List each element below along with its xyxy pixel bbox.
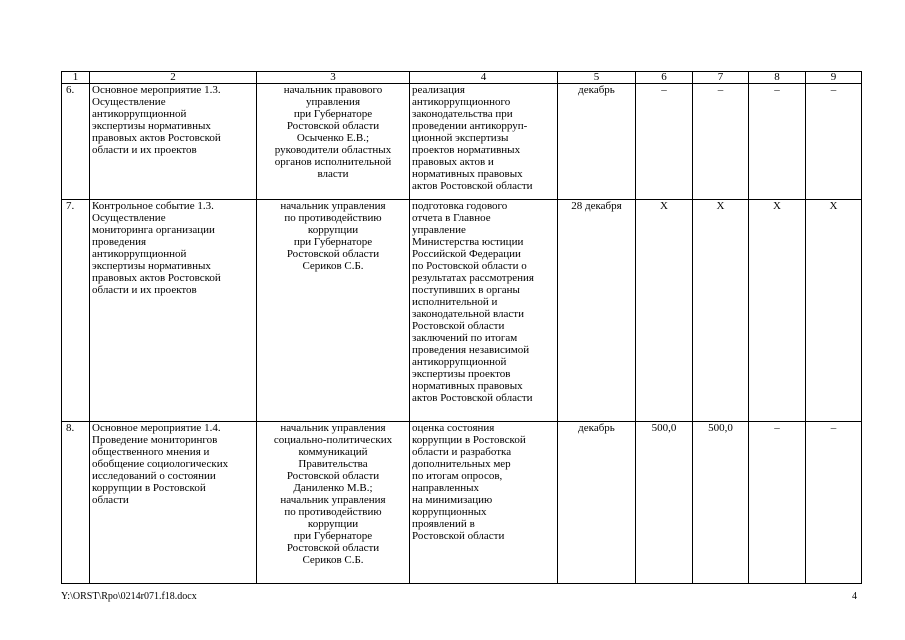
- row-number: 7.: [62, 200, 90, 422]
- table-row: [62, 200, 862, 422]
- value-cell: Х: [749, 200, 806, 422]
- value-cell: –: [636, 84, 693, 200]
- measure-cell: Основное мероприятие 1.3. Осуществление антикоррупционной экспертизы нормативных правовых актов Ростовской области и их проектов: [90, 84, 257, 200]
- value-cell: –: [806, 422, 862, 584]
- table-row: [62, 422, 862, 584]
- responsible-cell: начальник управления по противодействию коррупции при Губернаторе Ростовской области Сериков С.Б.: [257, 200, 410, 422]
- result-cell: подготовка годового отчета в Главное управление Министерства юстиции Российской Федерации по Ростовской области о результатах рассмотрения поступивших в органы исполнительной и законодательной власти Ростовской области заключений по итогам проведения независимой антикоррупционной экспертизы проектов нормативных правовых актов Ростовской области: [410, 200, 558, 422]
- value-cell: Х: [636, 200, 693, 422]
- measure-cell: Контрольное событие 1.3. Осуществление мониторинга организации проведения антикоррупционной экспертизы нормативных правовых актов Ростовской области и их проектов: [90, 200, 257, 422]
- value-cell: –: [806, 84, 862, 200]
- row-number: 6.: [62, 84, 90, 200]
- value-cell: –: [749, 84, 806, 200]
- value-cell: Х: [806, 200, 862, 422]
- header-row: [62, 72, 862, 84]
- header-cell: 2: [90, 72, 257, 84]
- header-cell: 3: [257, 72, 410, 84]
- responsible-cell: начальник управления социально-политических коммуникаций Правительства Ростовской области Даниленко М.В.; начальник управления по противодействию коррупции при Губернаторе Ростовской области Сериков С.Б.: [257, 422, 410, 584]
- header-cell: 8: [749, 72, 806, 84]
- plan-table: [61, 71, 862, 584]
- date-cell: декабрь: [558, 84, 636, 200]
- result-cell: реализация антикоррупционного законодательства при проведении антикорруп- ционной экспертизы проектов нормативных правовых актов и нормативных правовых актов Ростовской области: [410, 84, 558, 200]
- responsible-cell: начальник правового управления при Губернаторе Ростовской области Осыченко Е.В.; руководители областных органов исполнительной власти: [257, 84, 410, 200]
- header-cell: 1: [62, 72, 90, 84]
- measure-cell: Основное мероприятие 1.4. Проведение мониторингов общественного мнения и обобщение социологических исследований о состоянии коррупции в Ростовской области: [90, 422, 257, 584]
- value-cell: –: [749, 422, 806, 584]
- value-cell: 500,0: [693, 422, 749, 584]
- value-cell: –: [693, 84, 749, 200]
- value-cell: Х: [693, 200, 749, 422]
- header-cell: 9: [806, 72, 862, 84]
- footer-file-path: Y:\ORST\Rpo\0214r071.f18.docx: [61, 591, 197, 602]
- result-cell: оценка состояния коррупции в Ростовской области и разработка дополнительных мер по итогам опросов, направленных на минимизацию коррупционных проявлений в Ростовской области: [410, 422, 558, 584]
- header-cell: 6: [636, 72, 693, 84]
- date-cell: 28 декабря: [558, 200, 636, 422]
- row-number: 8.: [62, 422, 90, 584]
- date-cell: декабрь: [558, 422, 636, 584]
- header-cell: 4: [410, 72, 558, 84]
- header-cell: 5: [558, 72, 636, 84]
- value-cell: 500,0: [636, 422, 693, 584]
- header-cell: 7: [693, 72, 749, 84]
- table-row: [62, 84, 862, 200]
- page-number: 4: [852, 591, 857, 602]
